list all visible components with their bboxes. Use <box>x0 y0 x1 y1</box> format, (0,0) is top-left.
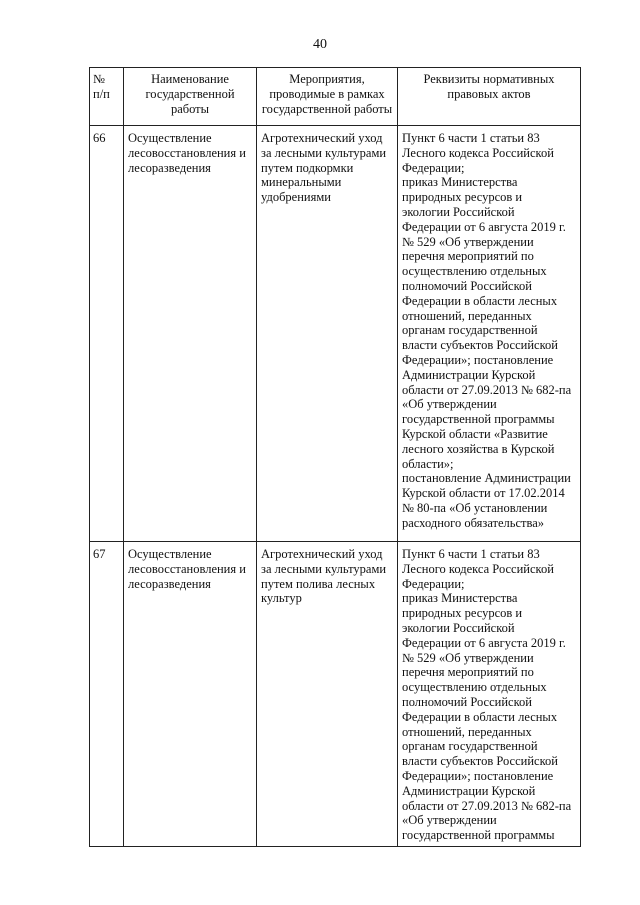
page-number: 40 <box>313 37 327 52</box>
header-activities: Мероприятия, проводимые в рамках государственной работы <box>257 68 398 126</box>
table-row <box>90 126 581 542</box>
works-table <box>89 67 581 847</box>
table-header-row <box>90 68 581 126</box>
row-activities: Агротехнический уход за лесными культурами путем подкормки минеральными удобрениями <box>257 126 398 542</box>
row-acts: Пункт 6 части 1 статьи 83 Лесного кодекса Российской Федерации; приказ Министерства природных ресурсов и экологии Российской Федерации от 6 августа 2019 г. № 529 «Об утверждении перечня мероприятий по осуществлению отдельных полномочий Российской Федерации в области лесных отношений, переданных органам государственной власти субъектов Российской Федерации»; постановление Администрации Курской области от 27.09.2013 № 682-па «Об утверждении государственной программы <box>398 542 581 847</box>
header-work-name: Наименование государственной работы <box>124 68 257 126</box>
row-work-name: Осуществление лесовосстановления и лесоразведения <box>124 126 257 542</box>
row-work-name: Осуществление лесовосстановления и лесоразведения <box>124 542 257 847</box>
table-row <box>90 542 581 847</box>
header-acts: Реквизиты нормативных правовых актов <box>398 68 581 126</box>
row-activities: Агротехнический уход за лесными культурами путем полива лесных культур <box>257 542 398 847</box>
row-acts: Пункт 6 части 1 статьи 83 Лесного кодекса Российской Федерации; приказ Министерства природных ресурсов и экологии Российской Федерации от 6 августа 2019 г. № 529 «Об утверждении перечня мероприятий по осуществлению отдельных полномочий Российской Федерации в области лесных отношений, переданных органам государственной власти субъектов Российской Федерации»; постановление Администрации Курской области от 27.09.2013 № 682-па «Об утверждении государственной программы Курской области «Развитие лесного хозяйства в Курской области»; постановление Администрации Курской области от 17.02.2014 № 80-па «Об установлении расходного обязательства» <box>398 126 581 542</box>
row-num: 66 <box>90 126 124 542</box>
row-num: 67 <box>90 542 124 847</box>
header-num: № п/п <box>90 68 124 126</box>
